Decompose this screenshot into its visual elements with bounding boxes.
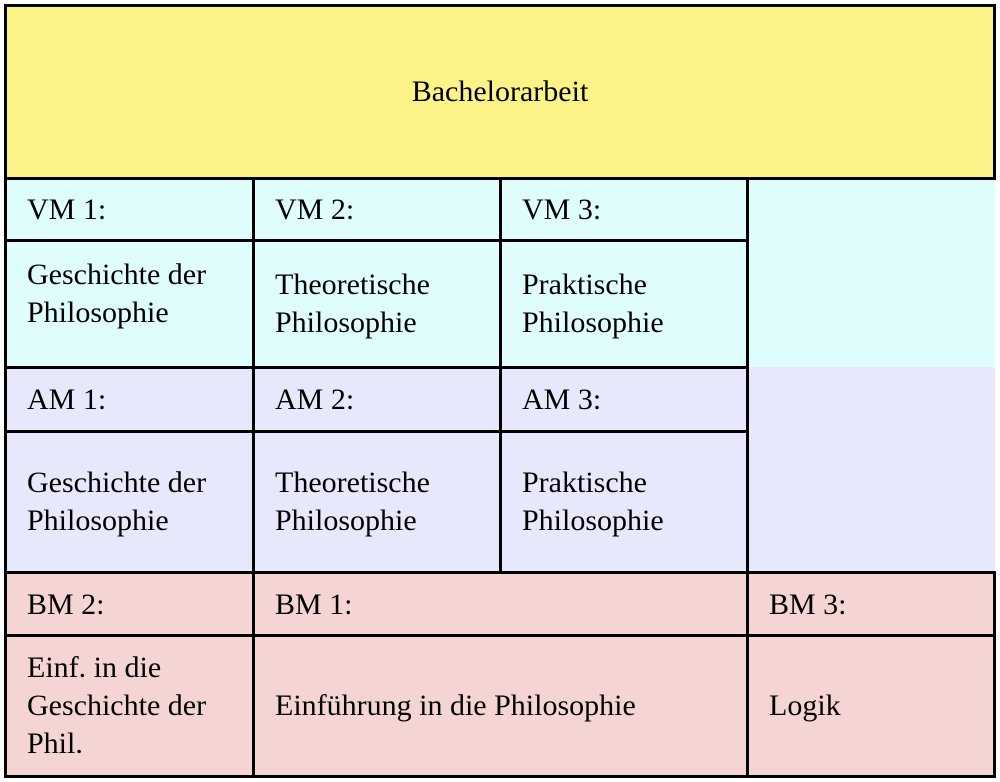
- border-vm-bottom: [4, 366, 749, 369]
- am-1-code: AM 1:: [27, 383, 107, 416]
- vm-1-code: VM 1:: [27, 193, 107, 226]
- vm-2-title-line-1: Theoretische: [275, 267, 430, 301]
- border-am-code-bottom: [4, 430, 749, 433]
- border-col-2: [499, 177, 502, 574]
- bm-2-title-line-1: Einf. in die: [27, 651, 162, 684]
- border-bottom: [4, 775, 996, 778]
- bachelorarbeit-cell: [5, 5, 995, 178]
- bm-1-code: BM 1:: [275, 587, 353, 621]
- am-1-code-cell: [5, 369, 253, 431]
- bachelorarbeit-label: Bachelorarbeit: [411, 74, 589, 108]
- border-left: [4, 4, 7, 778]
- vm-2-title-cell: [253, 240, 500, 367]
- am-3-code: AM 3:: [522, 383, 602, 416]
- am-2-title-line-1: Theoretische: [275, 465, 430, 499]
- bm-2-title-cell: [5, 635, 253, 777]
- bm-3-title-cell: [747, 635, 995, 777]
- vm-2-title-line-2: Philosophie: [275, 305, 417, 339]
- vm-3-title-cell: [500, 240, 747, 367]
- border-col-3: [746, 177, 749, 778]
- am-2-title-cell: [253, 431, 500, 572]
- am-3-title-cell: [500, 431, 747, 572]
- border-col-1: [252, 177, 255, 778]
- am-2-code-cell: [253, 369, 500, 431]
- border-right-bachelor: [993, 4, 996, 180]
- border-vm-code-bottom: [4, 239, 749, 242]
- am-2-title-line-2: Philosophie: [275, 503, 417, 537]
- am-2-code: AM 2:: [275, 383, 355, 416]
- am-1-title-cell: [5, 431, 253, 572]
- vm-1-title-cell: [5, 240, 253, 367]
- vm-2-code-cell: [253, 180, 500, 240]
- bm-1-title-line-1: Einführung in die Philosophie: [275, 689, 636, 722]
- bm-1-title-cell: [253, 635, 747, 777]
- vm-3-code: VM 3:: [522, 193, 602, 226]
- bm-2-code: BM 2:: [27, 587, 105, 621]
- am-1-title-line-2: Philosophie: [27, 503, 169, 537]
- border-right-bm: [993, 571, 996, 778]
- am-3-code-cell: [500, 369, 747, 431]
- vm-3-title-line-1: Praktische: [522, 267, 647, 301]
- bm-3-title-line-1: Logik: [769, 689, 841, 722]
- am-3-title-line-2: Philosophie: [522, 503, 664, 537]
- vm-1-title-line-1: Geschichte der: [27, 258, 207, 291]
- border-bm-code-bottom: [4, 634, 996, 637]
- vm-2-code: VM 2:: [275, 193, 355, 226]
- bm-2-title-line-3: Phil.: [27, 727, 83, 760]
- vm-1-code-cell: [5, 180, 253, 240]
- vm-3-title-line-2: Philosophie: [522, 305, 664, 339]
- am-1-title-line-1: Geschichte der: [27, 465, 207, 499]
- am-3-title-line-1: Praktische: [522, 465, 647, 499]
- bm-3-code-cell: [747, 574, 995, 635]
- bm-3-code: BM 3:: [769, 587, 847, 621]
- vm-3-code-cell: [500, 180, 747, 240]
- bm-2-title-line-2: Geschichte der: [27, 689, 207, 722]
- vm-1-title-line-2: Philosophie: [27, 296, 169, 329]
- bm-2-code-cell: [5, 574, 253, 635]
- bm-1-code-cell: [253, 574, 747, 635]
- border-top: [4, 4, 996, 7]
